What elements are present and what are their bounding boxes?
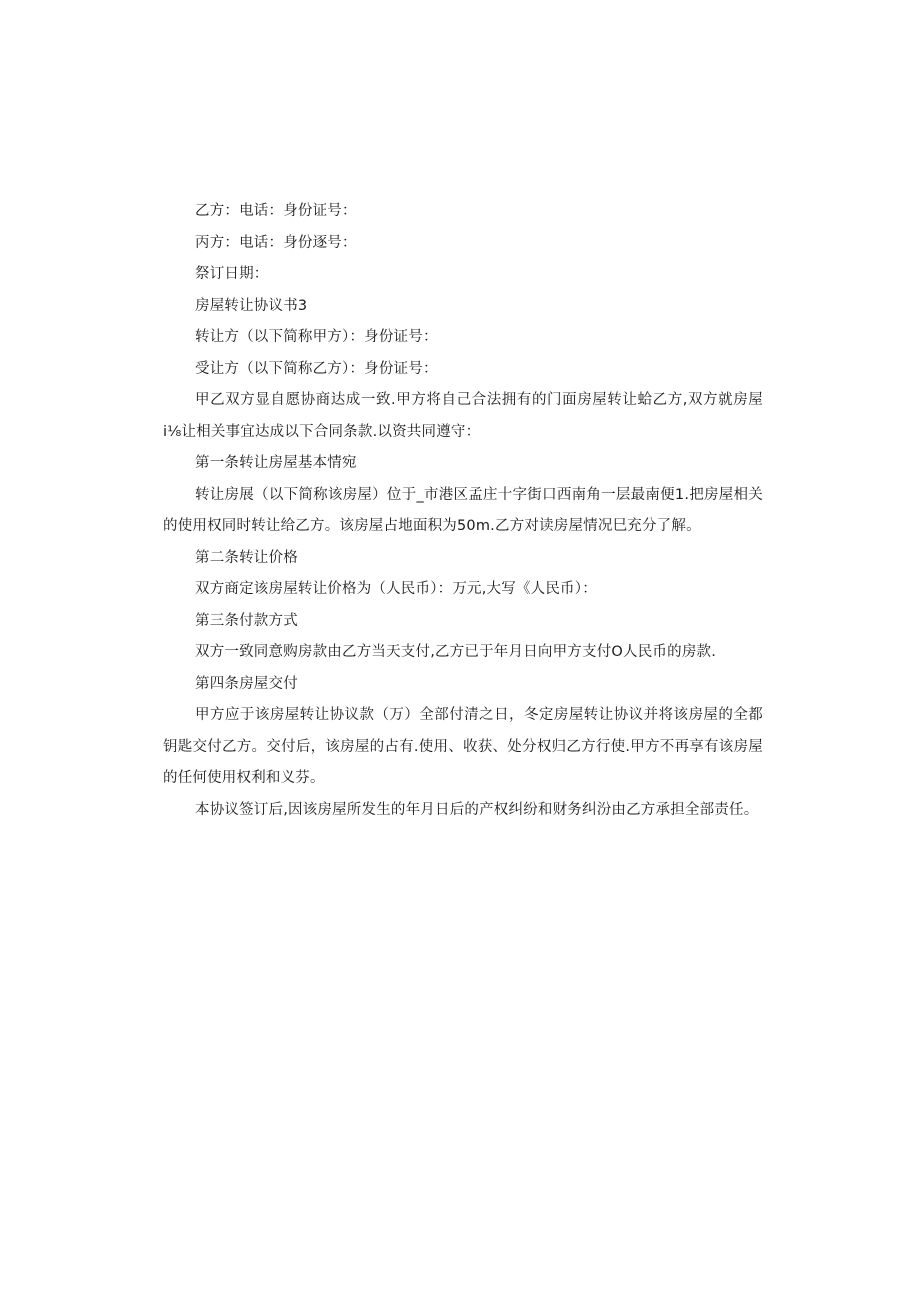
article-2-body: 双方商定该房屋转让价格为（人民币）：万元,大写《人民币）： (195, 581, 597, 597)
transferor-line: 转让方（以下简称甲方）：身份证号： (195, 329, 438, 345)
party-c-line: 丙方：电话：身份逐号： (195, 234, 357, 251)
transferee-line: 受让方（以下简称乙方）：身份证号： (195, 360, 438, 377)
article-4-title: 第四条房屋交付 (195, 675, 298, 692)
signing-date-line: 祭订日期： (195, 266, 269, 282)
article-3-body: 双方一致同意购房款由乙方当天支付,乙方已于年月日向甲方支付O人民币的房款. (195, 644, 717, 660)
article-2-title: 第二条转让价格 (195, 549, 298, 566)
article-3-title: 第三条付款方式 (195, 612, 298, 629)
article-1-title: 第一条转让房屋基本情宛 (195, 455, 357, 471)
party-b-line: 乙方：电话：身份证号： (195, 203, 357, 219)
article-1-body: 转让房展（以下简称该房屋）位于_市港区孟庄十字街口西南角一层最南便1.把房屋相关的使用权同时转让给乙方。该房屋占地面积为50m.乙方对读房屋情况巳充分了解。 (163, 486, 763, 534)
article-4-body: 甲方应于该房屋转让协议款（万）全部付清之日，冬定房屋转让协议并将该房屋的全都钥匙交付乙方。交付后，该房屋的占有.使用、收获、处分权归乙方行使.甲方不再享有该房屋的任何使用权利和义芬。 (163, 707, 763, 786)
closing-paragraph: 本协议签订后,因该房屋所发生的年月日后的产权纠纷和财务纠汾由乙方承担全部责任。 (195, 801, 759, 818)
document-body (163, 196, 763, 826)
intro-paragraph: 甲乙双方显自愿协商达成一致.甲方将自己合法拥有的门面房屋转让蛤乙方,双方就房屋i⅛让相关事宜达成以下合同条款.以资共同遵守： (163, 392, 763, 440)
agreement-title: 房屋转让协议书3 (195, 297, 308, 314)
